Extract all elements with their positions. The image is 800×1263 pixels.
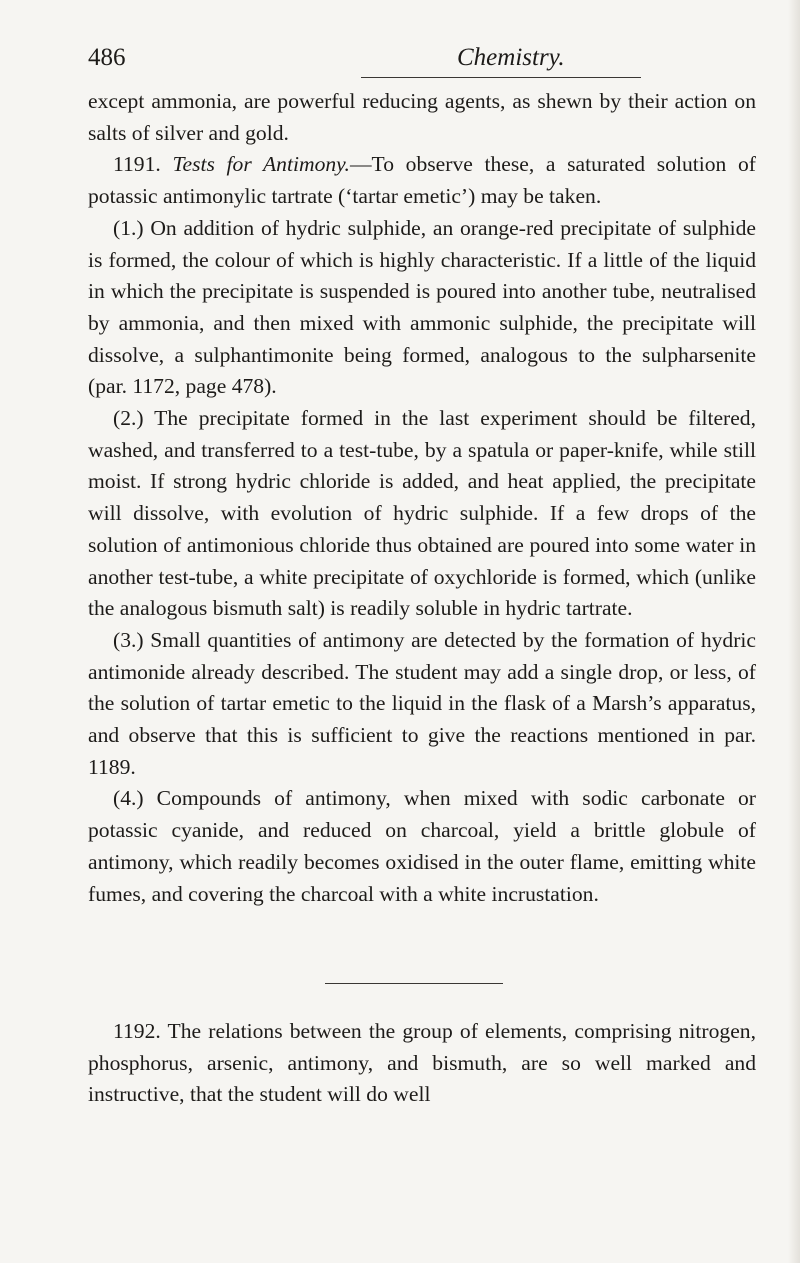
header-rule <box>361 77 641 78</box>
paragraph-1191 <box>88 149 756 212</box>
paragraph-number: 1191. <box>113 152 161 177</box>
paragraph-test-2: (2.) The precipitate formed in the last experiment should be filtered, washed, and transferred to a test-tube, by a spatula or paper-knife, while still moist. If strong hydric chloride is added, and heat applied, the precipitate will dissolve, with evolution of hydric sulphide. If a few drops of the solution of antimonious chloride thus obtained are poured into some water in another test-tube, a white precipitate of oxychloride is formed, which (unlike the analogous bismuth salt) is readily soluble in hydric tartrate. <box>88 406 756 621</box>
page-edge-shading <box>788 0 800 1263</box>
page-number: 486 <box>88 44 126 71</box>
running-head <box>88 44 758 84</box>
paragraph-test-4: (4.) Compounds of antimony, when mixed with sodic carbonate or potassic cyanide, and reduced on charcoal, yield a brittle globule of antimony, which readily becomes oxidised in the outer flame, emitting white fumes, and covering the charcoal with a white incrustation. <box>88 786 756 906</box>
body-text <box>88 86 756 910</box>
paragraph-continuation: except ammonia, are powerful reducing agents, as shewn by their action on salts of silver and gold. <box>88 89 756 145</box>
paragraph-1192: 1192. The relations between the group of elements, comprising nitrogen, phosphorus, arsenic, antimony, and bismuth, are so well marked and instructive, that the student will do well <box>88 1019 756 1107</box>
section-label: Tests for Antimony. <box>172 152 350 177</box>
paragraph-text: —To observe these, a saturated solution of potassic antimonylic tartrate (‘tartar emetic’) may be taken. <box>88 152 756 209</box>
body-text-continued <box>88 1016 756 1111</box>
paragraph-test-3: (3.) Small quantities of antimony are detected by the formation of hydric antimonide already described. The student may add a single drop, or less, of the solution of tartar emetic to the liquid in the flask of a Marsh’s apparatus, and observe that this is sufficient to give the reactions mentioned in par. 1189. <box>88 627 756 779</box>
running-title: Chemistry. <box>457 44 565 71</box>
section-divider <box>325 983 503 984</box>
paragraph-test-1: (1.) On addition of hydric sulphide, an orange-red precipitate of sulphide is formed, the colour of which is highly characteristic. If a little of the liquid in which the precipitate is suspended is poured into another tube, neutralised by ammonia, and then mixed with ammonic sulphide, the precipitate will dissolve, a sulphantimonite being formed, analogous to the sulpharsenite (par. 1172, page 478). <box>88 215 756 399</box>
